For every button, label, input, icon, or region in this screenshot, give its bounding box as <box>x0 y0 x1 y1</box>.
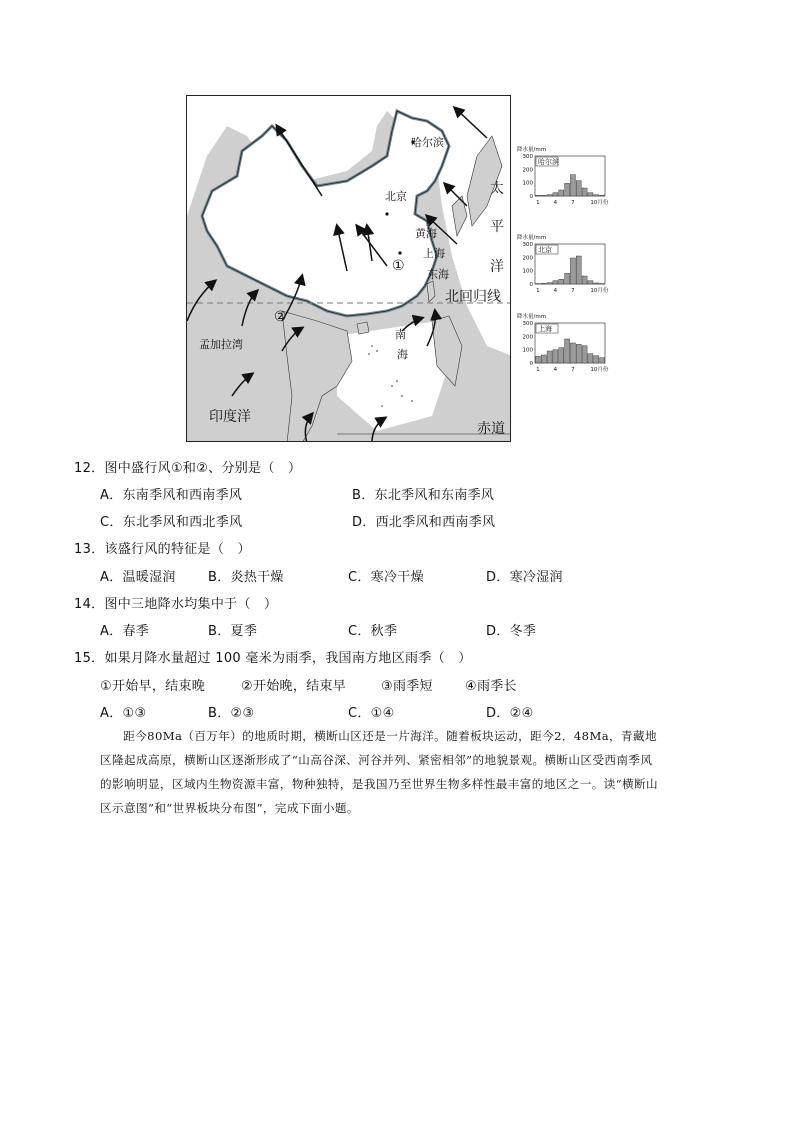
q12-option-b[interactable]: B．东北季风和东南季风 <box>352 488 495 503</box>
chart-ytick: 200 <box>522 255 533 262</box>
chart-bar <box>553 281 558 284</box>
label-shanghai: 上海 <box>423 247 445 260</box>
chart-xtick: 1 <box>536 367 540 373</box>
label-pacific-1: 太 <box>490 181 504 197</box>
chart-bar <box>588 354 593 363</box>
label-equator: 赤道 <box>477 421 505 437</box>
chart-bar <box>535 356 540 363</box>
chart-bar <box>547 283 552 284</box>
chart-bar <box>588 193 593 196</box>
label-beijing: 北京 <box>385 190 407 203</box>
chart-bar <box>553 193 558 196</box>
chart-xtick: 7 <box>571 367 575 373</box>
chart-svg <box>517 144 611 210</box>
chart-bar <box>541 195 546 196</box>
chart-bar <box>594 356 599 363</box>
question-15: 15．如果月降水量超过 100 毫米为雨季，我国南方地区雨季（ ） <box>74 651 472 666</box>
chart-bar <box>565 273 570 284</box>
chart-xtick: 1 <box>536 288 540 294</box>
chart-bar <box>559 348 564 363</box>
chart-bar <box>576 344 581 363</box>
chart-city-label: 上海 <box>538 325 552 333</box>
q12-option-a[interactable]: A．东南季风和西南季风 <box>100 488 243 503</box>
chart-xtick: 1 <box>536 200 540 206</box>
chart-bar <box>570 175 575 196</box>
q15-option-c[interactable]: C．①④ <box>348 706 395 721</box>
chart-bar <box>553 350 558 363</box>
chart-bar <box>570 258 575 284</box>
chart-bar <box>535 195 540 196</box>
chart-svg <box>517 232 611 298</box>
q15-option-d[interactable]: D．②④ <box>486 706 534 721</box>
q15-statement-3: ③雨季短 <box>381 679 433 694</box>
question-12: 12．图中盛行风①和②、分别是（ ） <box>74 461 302 476</box>
q15-statement-4: ④雨季长 <box>465 679 517 694</box>
label-east-sea: 东海 <box>427 268 449 281</box>
chart-bar <box>559 279 564 284</box>
chart-bar <box>576 256 581 284</box>
q13-option-b[interactable]: B．炎热干燥 <box>208 570 284 585</box>
q14-option-b[interactable]: B．夏季 <box>208 624 258 639</box>
chart-bar <box>582 346 587 363</box>
question-13: 13．该盛行风的特征是（ ） <box>74 542 251 557</box>
chart-harbin <box>517 144 611 210</box>
chart-bar <box>570 343 575 363</box>
question-14: 14．图中三地降水均集中于（ ） <box>74 597 278 612</box>
reading-passage: 距今80Ma（百万年）的地质时期，横断山区还是一片海洋。随着板块运动，距今2．48Ma，青藏地区隆起成高原，横断山区逐渐形成了“山高谷深、河谷并列、紧密相邻”的地貌景观。横断山区受西南季风的影响明显，区域内生物资源丰富，物种独特，是我国乃至世界生物多样性最丰富的地区之一。读“横断山区示意图”和“世界板块分布图”，完成下面小题。 <box>100 729 659 815</box>
chart-xtick: 7 <box>571 288 575 294</box>
q14-option-d[interactable]: D．冬季 <box>486 624 537 639</box>
q13-option-a[interactable]: A．温暖湿润 <box>100 570 176 585</box>
chart-ytick: 300 <box>522 154 533 160</box>
chart-xtick: 10月份 <box>590 367 609 373</box>
chart-bar <box>582 276 587 284</box>
chart-bar <box>600 195 605 196</box>
chart-bar <box>588 281 593 284</box>
chart-bar <box>600 358 605 363</box>
chart-ytick: 100 <box>522 268 533 275</box>
label-indian-ocean: 印度洋 <box>209 409 251 425</box>
chart-bar <box>565 183 570 196</box>
chart-bar <box>594 283 599 284</box>
chart-ylabel: 降水量/mm <box>517 314 547 320</box>
chart-ytick: 100 <box>522 180 533 187</box>
label-wind-1: ① <box>392 258 405 274</box>
chart-ytick: 0 <box>529 361 533 367</box>
chart-ytick: 300 <box>522 321 533 327</box>
chart-bar <box>594 195 599 196</box>
chart-svg <box>517 311 611 377</box>
label-pacific-3: 洋 <box>490 259 504 275</box>
chart-bar <box>576 181 581 196</box>
q14-option-a[interactable]: A．春季 <box>100 624 150 639</box>
chart-bar <box>541 283 546 284</box>
q15-option-b[interactable]: B．②③ <box>208 706 255 721</box>
chart-xtick: 4 <box>553 288 558 294</box>
chart-xtick: 7 <box>571 200 575 206</box>
chart-bar <box>547 351 552 363</box>
chart-ylabel: 降水量/mm <box>517 147 547 153</box>
label-bengal: 孟加拉湾 <box>199 338 243 351</box>
chart-bar <box>547 195 552 196</box>
chart-xtick: 10月份 <box>590 200 609 206</box>
label-pacific-2: 平 <box>490 219 504 235</box>
chart-beijing <box>517 232 611 298</box>
chart-ytick: 100 <box>522 347 533 354</box>
chart-xtick: 4 <box>553 200 558 206</box>
q12-option-c[interactable]: C．东北季风和西北季风 <box>100 515 243 530</box>
q13-option-c[interactable]: C．寒冷干燥 <box>348 570 424 585</box>
chart-ytick: 200 <box>522 334 533 341</box>
label-south-sea-2: 海 <box>397 348 408 361</box>
label-tropic: 北回归线 <box>445 289 501 305</box>
chart-bar <box>541 355 546 363</box>
chart-xtick: 4 <box>553 367 558 373</box>
chart-bar <box>565 339 570 363</box>
label-south-sea-1: 南 <box>395 328 406 341</box>
chart-xtick: 10月份 <box>590 288 609 294</box>
chart-city-label: 北京 <box>538 246 552 254</box>
label-yellow-sea: 黄海 <box>415 227 437 240</box>
q12-option-d[interactable]: D．西北季风和西南季风 <box>352 515 496 530</box>
q13-option-d[interactable]: D．寒冷湿润 <box>486 570 563 585</box>
chart-city-label: 哈尔滨 <box>538 158 559 166</box>
chart-bar <box>559 190 564 196</box>
chart-ytick: 300 <box>522 242 533 248</box>
chart-shanghai <box>517 311 611 377</box>
q14-option-c[interactable]: C．秋季 <box>348 624 398 639</box>
chart-ytick: 0 <box>529 194 533 200</box>
chart-ytick: 0 <box>529 282 533 288</box>
monsoon-map <box>186 95 511 442</box>
q15-statement-1: ①开始早，结束晚 <box>100 679 206 694</box>
chart-ytick: 200 <box>522 167 533 174</box>
chart-ylabel: 降水量/mm <box>517 235 547 241</box>
map-svg <box>187 96 511 442</box>
q15-option-a[interactable]: A．①③ <box>100 706 147 721</box>
chart-bar <box>582 188 587 196</box>
label-harbin: 哈尔滨 <box>411 136 444 149</box>
q15-statement-2: ②开始晚，结束早 <box>241 679 347 694</box>
label-wind-2: ② <box>274 309 287 325</box>
